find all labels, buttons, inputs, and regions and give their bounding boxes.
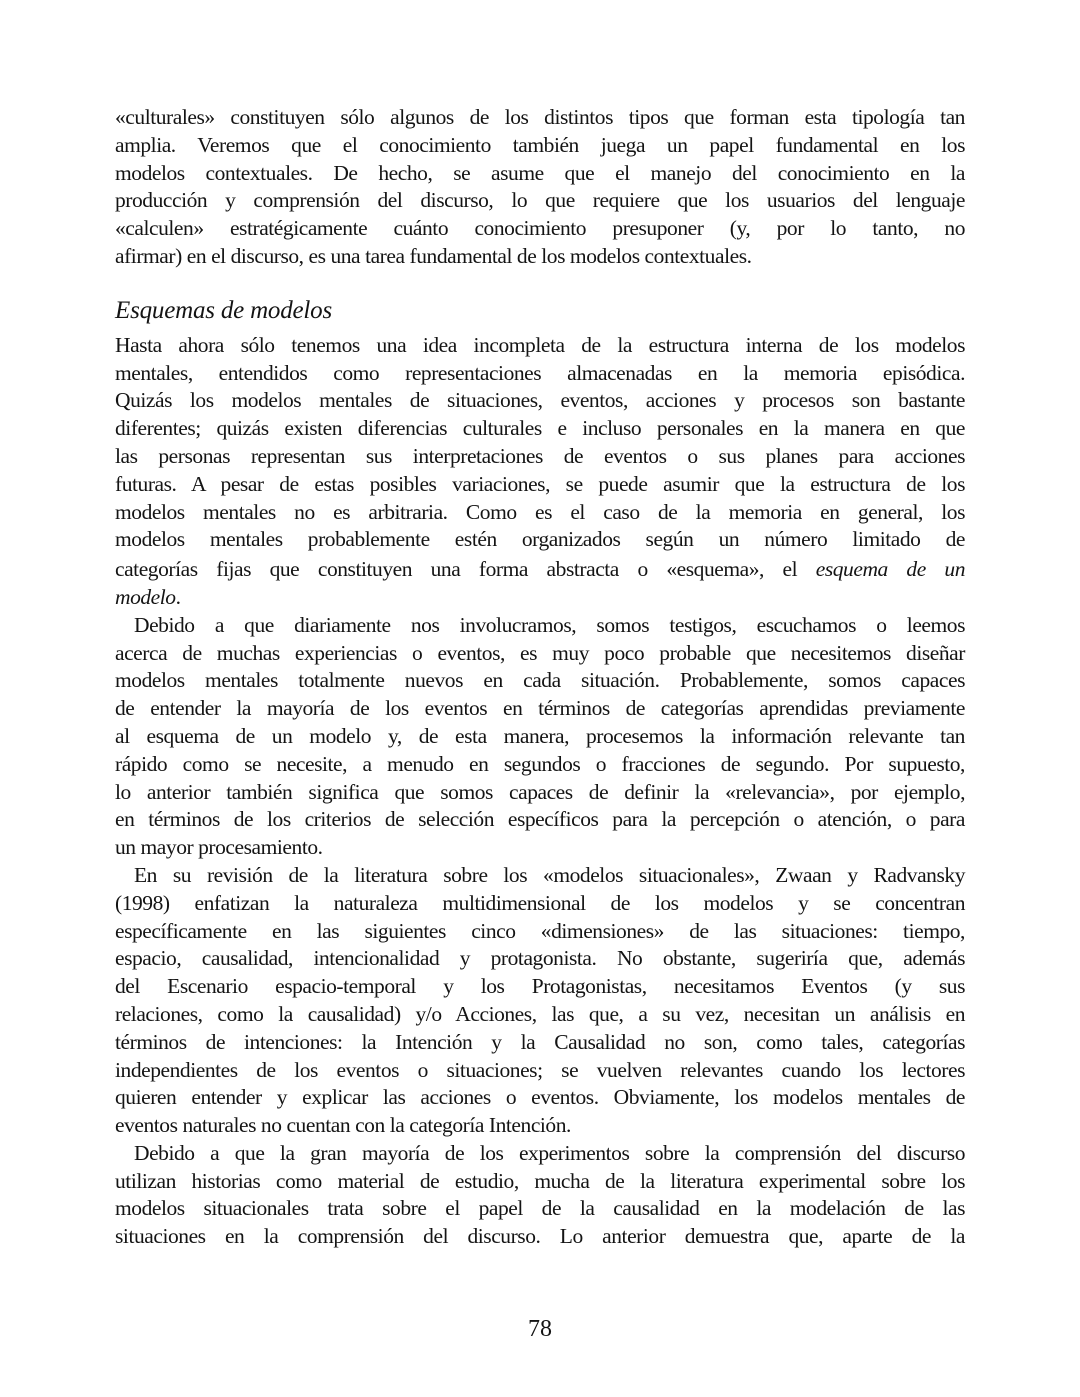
text-line: modelos contextuales. De hecho, se asume que el manejo del conocimiento en la bbox=[115, 160, 965, 185]
text-line: del Escenario espacio-temporal y los Protagonistas, necesitamos Eventos (y sus bbox=[115, 974, 965, 999]
text-line: de entender la mayoría de los eventos en términos de categorías aprendidas previamente bbox=[115, 696, 965, 721]
page-number: 78 bbox=[528, 1316, 552, 1342]
text-line: específicamente en las siguientes cinco «dimensiones» de las situaciones: tiempo, bbox=[115, 918, 965, 943]
text-line: rápido como se necesite, a menudo en segundos o fracciones de segundo. Por supuesto, bbox=[115, 751, 965, 776]
text-span: categorías fijas que constituyen una forma abstracta o «esquema», el bbox=[115, 557, 816, 582]
text-line: situaciones en la comprensión del discurso. Lo anterior demuestra que, aparte de la bbox=[115, 1224, 965, 1249]
text-line: Debido a que la gran mayoría de los experimentos sobre la comprensión del discurso bbox=[134, 1140, 965, 1165]
italic-term: modelo bbox=[115, 584, 176, 609]
text-line: eventos naturales no cuentan con la categoría Intención. bbox=[115, 1113, 571, 1138]
paragraph-4 bbox=[115, 1140, 965, 1251]
text-line: «calculen» estratégicamente cuánto conocimiento presuponer (y, por lo tanto, no bbox=[115, 216, 965, 241]
section-heading: Esquemas de modelos bbox=[115, 296, 333, 324]
text-line bbox=[115, 556, 965, 584]
text-line: acerca de muchas experiencias o eventos, es muy poco probable que necesitemos diseñar bbox=[115, 640, 965, 665]
text-line: modelos mentales totalmente nuevos en cada situación. Probablemente, somos capaces bbox=[115, 668, 965, 693]
text-line: afirmar) en el discurso, es una tarea fundamental de los modelos contextuales. bbox=[115, 243, 752, 268]
text-line: diferentes; quizás existen diferencias culturales e incluso personales en la manera en que bbox=[115, 416, 965, 441]
italic-term: esquema de un bbox=[815, 557, 965, 582]
text-line: mentales, entendidos como representaciones almacenadas en la memoria episódica. bbox=[115, 360, 965, 385]
text-line: Hasta ahora sólo tenemos una idea incompleta de la estructura interna de los modelos bbox=[115, 332, 965, 357]
text-line: relaciones, como la causalidad) y/o Acciones, las que, a su vez, necesitan un análisis en bbox=[115, 1001, 965, 1026]
intro-paragraph bbox=[115, 104, 965, 271]
text-line: producción y comprensión del discurso, lo que requiere que los usuarios del lenguaje bbox=[115, 188, 965, 213]
text-line: (1998) enfatizan la naturaleza multidimensional de los modelos y se concentran bbox=[115, 890, 965, 915]
text-line: Debido a que diariamente nos involucramos, somos testigos, escuchamos o leemos bbox=[134, 612, 965, 637]
text-span: . bbox=[175, 584, 181, 609]
text-line: en términos de los criterios de selección específicos para la percepción o atención, o para bbox=[115, 807, 965, 832]
text-line: independientes de los eventos o situaciones; se vuelven relevantes cuando los lectores bbox=[115, 1057, 965, 1082]
text-line: un mayor procesamiento. bbox=[115, 835, 323, 860]
text-line: utilizan historias como material de estudio, mucha de la literatura experimental sobre los bbox=[115, 1168, 965, 1193]
text-line: futuras. A pesar de estas posibles variaciones, se puede asumir que la estructura de los bbox=[115, 471, 965, 496]
paragraph-2 bbox=[115, 612, 965, 862]
text-line: lo anterior también significa que somos capaces de definir la «relevancia», por ejemplo, bbox=[115, 779, 965, 804]
text-line: términos de intenciones: la Intención y la Causalidad no son, como tales, categorías bbox=[115, 1029, 965, 1054]
text-line: quieren entender y explicar las acciones o eventos. Obviamente, los modelos mentales de bbox=[115, 1085, 965, 1110]
paragraph-1 bbox=[115, 332, 965, 612]
text-line bbox=[115, 584, 965, 612]
text-line: las personas representan sus interpretaciones de eventos o sus planes para acciones bbox=[115, 443, 965, 468]
text-line: espacio, causalidad, intencionalidad y protagonista. No obstante, sugeriría que, además bbox=[115, 946, 965, 971]
paragraph-3 bbox=[115, 862, 965, 1140]
text-line: «culturales» constituyen sólo algunos de los distintos tipos que forman esta tipología tan bbox=[115, 105, 965, 129]
text-line: En su revisión de la literatura sobre los «modelos situacionales», Zwaan y Radvansky bbox=[134, 862, 965, 887]
text-line: al esquema de un modelo y, de esta manera, procesemos la información relevante tan bbox=[115, 723, 965, 748]
document-page bbox=[115, 104, 965, 1251]
text-line: Quizás los modelos mentales de situaciones, eventos, acciones y procesos son bastante bbox=[115, 388, 965, 413]
text-line: modelos mentales no es arbitraria. Como es el caso de la memoria en general, los bbox=[115, 499, 965, 524]
text-line: amplia. Veremos que el conocimiento también juega un papel fundamental en los bbox=[115, 132, 965, 157]
text-line: modelos mentales probablemente estén organizados según un número limitado de bbox=[115, 527, 965, 552]
text-line: modelos situacionales trata sobre el papel de la causalidad en la modelación de las bbox=[115, 1196, 965, 1221]
